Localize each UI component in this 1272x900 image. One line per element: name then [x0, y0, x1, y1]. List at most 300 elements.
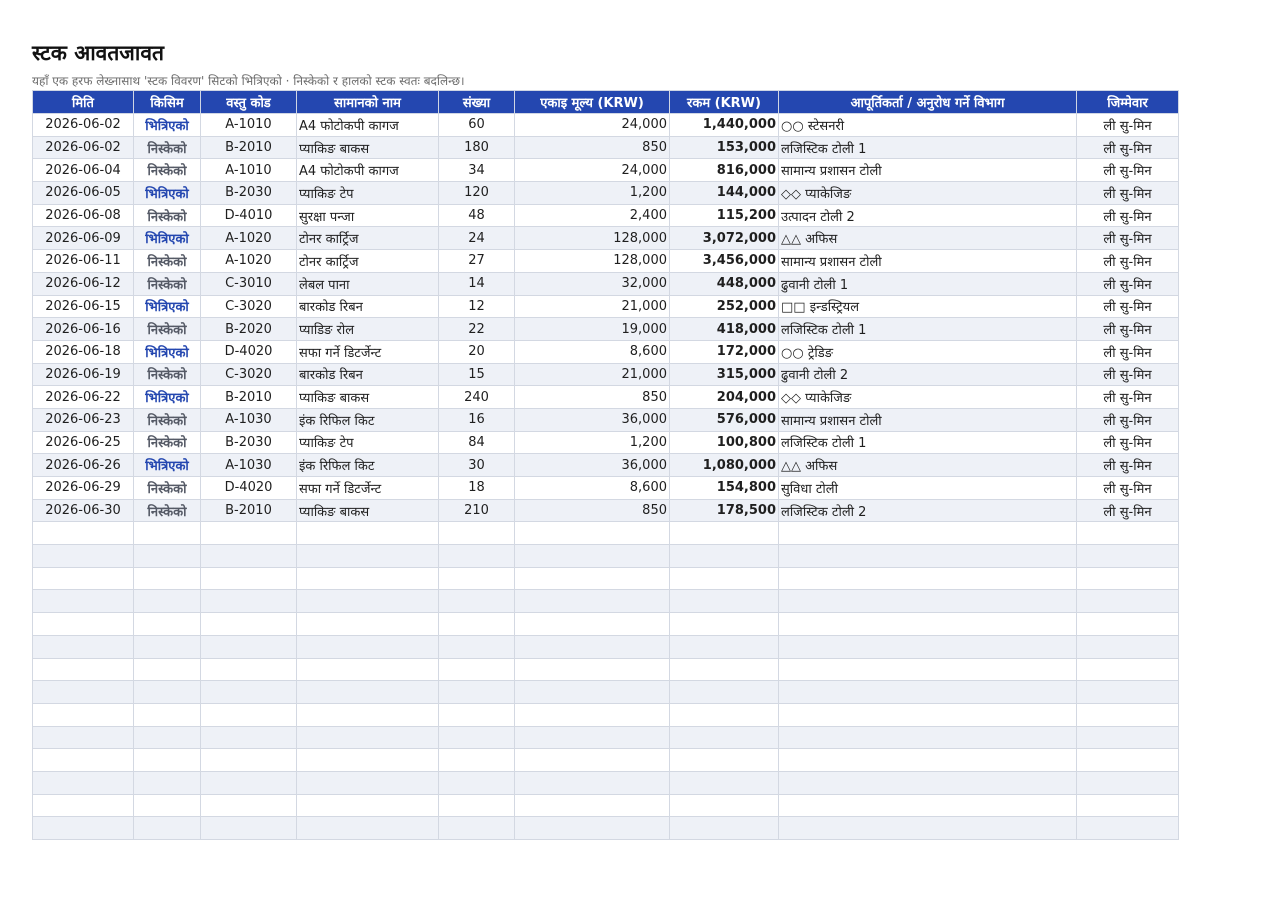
cell-owner[interactable]: ली सु-मिन — [1077, 318, 1179, 341]
cell-party[interactable] — [779, 794, 1077, 817]
cell-date[interactable] — [33, 794, 134, 817]
cell-unit-price[interactable] — [515, 658, 670, 681]
cell-item-code[interactable]: D-4020 — [201, 477, 297, 500]
cell-item-code[interactable]: B-2010 — [201, 136, 297, 159]
cell-item-code[interactable]: A-1030 — [201, 454, 297, 477]
cell-party[interactable]: सुविधा टोली — [779, 477, 1077, 500]
cell-owner[interactable] — [1077, 567, 1179, 590]
cell-type[interactable]: भित्रिएको — [134, 454, 201, 477]
cell-quantity[interactable]: 18 — [439, 477, 515, 500]
cell-owner[interactable]: ली सु-मिन — [1077, 136, 1179, 159]
cell-date[interactable] — [33, 726, 134, 749]
cell-quantity[interactable]: 24 — [439, 227, 515, 250]
cell-amount[interactable] — [670, 749, 779, 772]
cell-amount[interactable]: 3,072,000 — [670, 227, 779, 250]
cell-party[interactable]: सामान्य प्रशासन टोली — [779, 159, 1077, 182]
cell-date[interactable]: 2026-06-18 — [33, 340, 134, 363]
cell-date[interactable]: 2026-06-16 — [33, 318, 134, 341]
cell-amount[interactable]: 115,200 — [670, 204, 779, 227]
cell-unit-price[interactable]: 36,000 — [515, 454, 670, 477]
cell-item-code[interactable]: B-2030 — [201, 431, 297, 454]
cell-amount[interactable] — [670, 771, 779, 794]
cell-owner[interactable] — [1077, 545, 1179, 568]
cell-type[interactable]: भित्रिएको — [134, 386, 201, 409]
cell-unit-price[interactable]: 1,200 — [515, 182, 670, 205]
cell-item-name[interactable] — [297, 635, 439, 658]
cell-item-name[interactable] — [297, 545, 439, 568]
cell-date[interactable]: 2026-06-12 — [33, 272, 134, 295]
cell-item-name[interactable]: सुरक्षा पन्जा — [297, 204, 439, 227]
cell-party[interactable]: △△ अफिस — [779, 454, 1077, 477]
cell-owner[interactable]: ली सु-मिन — [1077, 295, 1179, 318]
cell-date[interactable]: 2026-06-09 — [33, 227, 134, 250]
cell-amount[interactable]: 153,000 — [670, 136, 779, 159]
cell-owner[interactable]: ली सु-मिन — [1077, 363, 1179, 386]
cell-unit-price[interactable] — [515, 794, 670, 817]
cell-type[interactable]: निस्केको — [134, 408, 201, 431]
cell-party[interactable]: ढुवानी टोली 1 — [779, 272, 1077, 295]
cell-type[interactable]: निस्केको — [134, 431, 201, 454]
cell-quantity[interactable] — [439, 817, 515, 840]
cell-party[interactable]: लजिस्टिक टोली 1 — [779, 136, 1077, 159]
cell-item-name[interactable] — [297, 817, 439, 840]
cell-quantity[interactable] — [439, 794, 515, 817]
header-unit-price[interactable]: एकाइ मूल्य (KRW) — [515, 91, 670, 114]
cell-date[interactable] — [33, 658, 134, 681]
cell-type[interactable] — [134, 771, 201, 794]
cell-quantity[interactable] — [439, 749, 515, 772]
cell-unit-price[interactable]: 8,600 — [515, 477, 670, 500]
cell-unit-price[interactable]: 21,000 — [515, 295, 670, 318]
cell-date[interactable]: 2026-06-02 — [33, 114, 134, 137]
cell-item-code[interactable]: A-1020 — [201, 227, 297, 250]
cell-date[interactable]: 2026-06-26 — [33, 454, 134, 477]
header-amount[interactable]: रकम (KRW) — [670, 91, 779, 114]
cell-quantity[interactable]: 16 — [439, 408, 515, 431]
cell-item-code[interactable]: D-4010 — [201, 204, 297, 227]
cell-amount[interactable] — [670, 794, 779, 817]
cell-amount[interactable] — [670, 817, 779, 840]
cell-party[interactable]: सामान्य प्रशासन टोली — [779, 408, 1077, 431]
cell-party[interactable] — [779, 522, 1077, 545]
cell-item-code[interactable] — [201, 703, 297, 726]
cell-item-name[interactable]: A4 फोटोकपी कागज — [297, 114, 439, 137]
cell-type[interactable] — [134, 817, 201, 840]
header-item-name[interactable]: सामानको नाम — [297, 91, 439, 114]
cell-quantity[interactable]: 240 — [439, 386, 515, 409]
cell-owner[interactable]: ली सु-मिन — [1077, 340, 1179, 363]
cell-type[interactable] — [134, 703, 201, 726]
cell-party[interactable]: △△ अफिस — [779, 227, 1077, 250]
cell-party[interactable]: ○○ ट्रेडिङ — [779, 340, 1077, 363]
cell-amount[interactable]: 576,000 — [670, 408, 779, 431]
cell-type[interactable]: निस्केको — [134, 499, 201, 522]
cell-owner[interactable]: ली सु-मिन — [1077, 408, 1179, 431]
cell-type[interactable]: भित्रिएको — [134, 295, 201, 318]
cell-owner[interactable] — [1077, 817, 1179, 840]
cell-amount[interactable]: 418,000 — [670, 318, 779, 341]
cell-date[interactable]: 2026-06-15 — [33, 295, 134, 318]
cell-item-name[interactable]: प्याडिङ रोल — [297, 318, 439, 341]
cell-amount[interactable]: 154,800 — [670, 477, 779, 500]
cell-quantity[interactable] — [439, 703, 515, 726]
cell-party[interactable] — [779, 567, 1077, 590]
cell-party[interactable]: सामान्य प्रशासन टोली — [779, 250, 1077, 273]
cell-item-code[interactable] — [201, 817, 297, 840]
header-party[interactable]: आपूर्तिकर्ता / अनुरोध गर्ने विभाग — [779, 91, 1077, 114]
cell-item-name[interactable]: सफा गर्ने डिटर्जेन्ट — [297, 340, 439, 363]
cell-owner[interactable] — [1077, 522, 1179, 545]
cell-owner[interactable]: ली सु-मिन — [1077, 204, 1179, 227]
cell-date[interactable] — [33, 567, 134, 590]
cell-party[interactable]: लजिस्टिक टोली 1 — [779, 431, 1077, 454]
cell-item-name[interactable]: A4 फोटोकपी कागज — [297, 159, 439, 182]
cell-unit-price[interactable] — [515, 681, 670, 704]
header-type[interactable]: किसिम — [134, 91, 201, 114]
cell-quantity[interactable] — [439, 613, 515, 636]
cell-owner[interactable]: ली सु-मिन — [1077, 431, 1179, 454]
cell-amount[interactable]: 172,000 — [670, 340, 779, 363]
cell-item-name[interactable] — [297, 703, 439, 726]
cell-owner[interactable] — [1077, 726, 1179, 749]
cell-date[interactable]: 2026-06-02 — [33, 136, 134, 159]
cell-date[interactable]: 2026-06-29 — [33, 477, 134, 500]
cell-date[interactable] — [33, 681, 134, 704]
cell-item-name[interactable]: बारकोड रिबन — [297, 363, 439, 386]
cell-date[interactable]: 2026-06-25 — [33, 431, 134, 454]
cell-item-name[interactable]: प्याकिङ टेप — [297, 431, 439, 454]
cell-owner[interactable]: ली सु-मिन — [1077, 499, 1179, 522]
cell-amount[interactable] — [670, 658, 779, 681]
cell-type[interactable] — [134, 567, 201, 590]
cell-item-name[interactable] — [297, 681, 439, 704]
cell-item-name[interactable]: इंक रिफिल किट — [297, 408, 439, 431]
cell-amount[interactable] — [670, 681, 779, 704]
cell-type[interactable]: भित्रिएको — [134, 227, 201, 250]
cell-owner[interactable] — [1077, 794, 1179, 817]
cell-unit-price[interactable]: 19,000 — [515, 318, 670, 341]
cell-date[interactable]: 2026-06-04 — [33, 159, 134, 182]
cell-type[interactable]: निस्केको — [134, 318, 201, 341]
cell-quantity[interactable] — [439, 635, 515, 658]
cell-owner[interactable] — [1077, 635, 1179, 658]
cell-owner[interactable]: ली सु-मिन — [1077, 454, 1179, 477]
cell-date[interactable] — [33, 590, 134, 613]
header-date[interactable]: मिति — [33, 91, 134, 114]
cell-party[interactable] — [779, 726, 1077, 749]
cell-amount[interactable] — [670, 567, 779, 590]
cell-item-name[interactable] — [297, 522, 439, 545]
cell-unit-price[interactable]: 850 — [515, 136, 670, 159]
cell-type[interactable] — [134, 590, 201, 613]
cell-type[interactable]: भित्रिएको — [134, 114, 201, 137]
cell-party[interactable] — [779, 545, 1077, 568]
cell-item-name[interactable] — [297, 726, 439, 749]
cell-date[interactable]: 2026-06-11 — [33, 250, 134, 273]
cell-owner[interactable]: ली सु-मिन — [1077, 182, 1179, 205]
cell-item-code[interactable]: B-2020 — [201, 318, 297, 341]
cell-item-name[interactable]: प्याकिङ बाकस — [297, 499, 439, 522]
cell-item-code[interactable] — [201, 522, 297, 545]
cell-date[interactable]: 2026-06-30 — [33, 499, 134, 522]
cell-unit-price[interactable]: 850 — [515, 499, 670, 522]
cell-item-name[interactable]: लेबल पाना — [297, 272, 439, 295]
cell-type[interactable] — [134, 681, 201, 704]
cell-amount[interactable]: 448,000 — [670, 272, 779, 295]
cell-quantity[interactable] — [439, 771, 515, 794]
cell-owner[interactable]: ली सु-मिन — [1077, 477, 1179, 500]
cell-amount[interactable]: 100,800 — [670, 431, 779, 454]
cell-amount[interactable] — [670, 703, 779, 726]
cell-unit-price[interactable] — [515, 522, 670, 545]
cell-item-name[interactable]: सफा गर्ने डिटर्जेन्ट — [297, 477, 439, 500]
cell-quantity[interactable]: 30 — [439, 454, 515, 477]
cell-quantity[interactable] — [439, 658, 515, 681]
cell-owner[interactable] — [1077, 613, 1179, 636]
cell-party[interactable]: लजिस्टिक टोली 2 — [779, 499, 1077, 522]
cell-amount[interactable]: 816,000 — [670, 159, 779, 182]
cell-item-code[interactable] — [201, 635, 297, 658]
cell-unit-price[interactable] — [515, 545, 670, 568]
cell-party[interactable]: ○○ स्टेसनरी — [779, 114, 1077, 137]
cell-quantity[interactable]: 22 — [439, 318, 515, 341]
cell-amount[interactable] — [670, 635, 779, 658]
header-item-code[interactable]: वस्तु कोड — [201, 91, 297, 114]
cell-date[interactable]: 2026-06-19 — [33, 363, 134, 386]
header-owner[interactable]: जिम्मेवार — [1077, 91, 1179, 114]
cell-amount[interactable] — [670, 522, 779, 545]
cell-quantity[interactable]: 60 — [439, 114, 515, 137]
cell-item-code[interactable]: A-1030 — [201, 408, 297, 431]
cell-type[interactable] — [134, 522, 201, 545]
cell-item-name[interactable] — [297, 567, 439, 590]
cell-quantity[interactable]: 14 — [439, 272, 515, 295]
cell-party[interactable] — [779, 681, 1077, 704]
cell-quantity[interactable] — [439, 567, 515, 590]
cell-amount[interactable] — [670, 545, 779, 568]
cell-owner[interactable] — [1077, 681, 1179, 704]
cell-party[interactable] — [779, 635, 1077, 658]
cell-unit-price[interactable]: 21,000 — [515, 363, 670, 386]
cell-amount[interactable]: 315,000 — [670, 363, 779, 386]
cell-amount[interactable] — [670, 726, 779, 749]
cell-type[interactable]: निस्केको — [134, 477, 201, 500]
cell-date[interactable]: 2026-06-22 — [33, 386, 134, 409]
cell-item-name[interactable]: इंक रिफिल किट — [297, 454, 439, 477]
cell-unit-price[interactable] — [515, 749, 670, 772]
cell-date[interactable] — [33, 817, 134, 840]
cell-unit-price[interactable]: 128,000 — [515, 227, 670, 250]
cell-unit-price[interactable]: 24,000 — [515, 159, 670, 182]
cell-type[interactable]: भित्रिएको — [134, 340, 201, 363]
cell-item-name[interactable] — [297, 794, 439, 817]
cell-owner[interactable]: ली सु-मिन — [1077, 159, 1179, 182]
cell-owner[interactable] — [1077, 703, 1179, 726]
cell-amount[interactable]: 1,080,000 — [670, 454, 779, 477]
cell-date[interactable] — [33, 522, 134, 545]
cell-quantity[interactable]: 34 — [439, 159, 515, 182]
cell-type[interactable] — [134, 613, 201, 636]
cell-amount[interactable]: 204,000 — [670, 386, 779, 409]
cell-date[interactable] — [33, 635, 134, 658]
cell-owner[interactable] — [1077, 658, 1179, 681]
cell-type[interactable] — [134, 749, 201, 772]
cell-amount[interactable]: 1,440,000 — [670, 114, 779, 137]
cell-party[interactable]: लजिस्टिक टोली 1 — [779, 318, 1077, 341]
cell-item-code[interactable] — [201, 658, 297, 681]
cell-unit-price[interactable] — [515, 567, 670, 590]
cell-item-name[interactable]: बारकोड रिबन — [297, 295, 439, 318]
cell-item-name[interactable] — [297, 590, 439, 613]
cell-party[interactable] — [779, 749, 1077, 772]
cell-item-name[interactable] — [297, 658, 439, 681]
cell-unit-price[interactable]: 128,000 — [515, 250, 670, 273]
cell-party[interactable] — [779, 771, 1077, 794]
cell-quantity[interactable] — [439, 545, 515, 568]
table-row — [33, 159, 1179, 182]
cell-quantity[interactable]: 48 — [439, 204, 515, 227]
cell-item-name[interactable]: प्याकिङ बाकस — [297, 386, 439, 409]
cell-unit-price[interactable] — [515, 703, 670, 726]
cell-quantity[interactable]: 180 — [439, 136, 515, 159]
cell-item-code[interactable]: C-3020 — [201, 363, 297, 386]
cell-unit-price[interactable]: 850 — [515, 386, 670, 409]
cell-quantity[interactable]: 15 — [439, 363, 515, 386]
cell-item-name[interactable] — [297, 749, 439, 772]
cell-date[interactable] — [33, 749, 134, 772]
cell-item-code[interactable] — [201, 794, 297, 817]
cell-type[interactable] — [134, 635, 201, 658]
cell-owner[interactable] — [1077, 749, 1179, 772]
cell-date[interactable] — [33, 771, 134, 794]
cell-unit-price[interactable]: 1,200 — [515, 431, 670, 454]
cell-unit-price[interactable] — [515, 771, 670, 794]
cell-amount[interactable] — [670, 613, 779, 636]
cell-date[interactable]: 2026-06-08 — [33, 204, 134, 227]
cell-amount[interactable]: 144,000 — [670, 182, 779, 205]
cell-unit-price[interactable]: 2,400 — [515, 204, 670, 227]
cell-item-name[interactable]: प्याकिङ टेप — [297, 182, 439, 205]
cell-date[interactable]: 2026-06-23 — [33, 408, 134, 431]
cell-quantity[interactable] — [439, 590, 515, 613]
cell-owner[interactable]: ली सु-मिन — [1077, 250, 1179, 273]
cell-amount[interactable] — [670, 590, 779, 613]
cell-item-code[interactable]: A-1010 — [201, 159, 297, 182]
cell-item-code[interactable]: A-1020 — [201, 250, 297, 273]
cell-item-code[interactable]: C-3020 — [201, 295, 297, 318]
cell-party[interactable] — [779, 658, 1077, 681]
cell-party[interactable] — [779, 590, 1077, 613]
cell-party[interactable]: ◇◇ प्याकेजिङ — [779, 182, 1077, 205]
cell-party[interactable] — [779, 613, 1077, 636]
cell-party[interactable] — [779, 817, 1077, 840]
cell-quantity[interactable] — [439, 726, 515, 749]
cell-date[interactable] — [33, 545, 134, 568]
cell-owner[interactable] — [1077, 590, 1179, 613]
cell-type[interactable]: निस्केको — [134, 159, 201, 182]
cell-item-code[interactable] — [201, 681, 297, 704]
cell-item-name[interactable] — [297, 613, 439, 636]
cell-item-name[interactable]: टोनर कार्ट्रिज — [297, 227, 439, 250]
cell-item-code[interactable] — [201, 545, 297, 568]
cell-party[interactable] — [779, 703, 1077, 726]
empty-row — [33, 681, 1179, 704]
cell-unit-price[interactable] — [515, 817, 670, 840]
cell-item-code[interactable] — [201, 590, 297, 613]
cell-unit-price[interactable]: 36,000 — [515, 408, 670, 431]
cell-date[interactable]: 2026-06-05 — [33, 182, 134, 205]
cell-quantity[interactable] — [439, 522, 515, 545]
cell-unit-price[interactable] — [515, 613, 670, 636]
cell-item-code[interactable]: B-2010 — [201, 386, 297, 409]
cell-party[interactable]: उत्पादन टोली 2 — [779, 204, 1077, 227]
cell-unit-price[interactable] — [515, 726, 670, 749]
cell-item-code[interactable]: A-1010 — [201, 114, 297, 137]
cell-quantity[interactable]: 120 — [439, 182, 515, 205]
cell-quantity[interactable] — [439, 681, 515, 704]
cell-unit-price[interactable]: 8,600 — [515, 340, 670, 363]
cell-item-name[interactable]: टोनर कार्ट्रिज — [297, 250, 439, 273]
cell-type[interactable] — [134, 726, 201, 749]
cell-unit-price[interactable]: 24,000 — [515, 114, 670, 137]
cell-item-code[interactable] — [201, 749, 297, 772]
cell-item-code[interactable] — [201, 567, 297, 590]
cell-type[interactable]: निस्केको — [134, 136, 201, 159]
cell-party[interactable]: ढुवानी टोली 2 — [779, 363, 1077, 386]
header-quantity[interactable]: संख्या — [439, 91, 515, 114]
cell-quantity[interactable]: 84 — [439, 431, 515, 454]
empty-row — [33, 726, 1179, 749]
cell-quantity[interactable]: 12 — [439, 295, 515, 318]
cell-owner[interactable]: ली सु-मिन — [1077, 386, 1179, 409]
cell-date[interactable] — [33, 703, 134, 726]
cell-party[interactable]: □□ इन्डस्ट्रियल — [779, 295, 1077, 318]
cell-item-code[interactable]: D-4020 — [201, 340, 297, 363]
cell-amount[interactable]: 3,456,000 — [670, 250, 779, 273]
cell-item-name[interactable]: प्याकिङ बाकस — [297, 136, 439, 159]
cell-item-code[interactable]: B-2010 — [201, 499, 297, 522]
cell-item-code[interactable] — [201, 771, 297, 794]
cell-type[interactable]: निस्केको — [134, 272, 201, 295]
cell-item-code[interactable] — [201, 726, 297, 749]
cell-type[interactable] — [134, 545, 201, 568]
cell-unit-price[interactable] — [515, 635, 670, 658]
cell-item-code[interactable]: B-2030 — [201, 182, 297, 205]
cell-type[interactable]: निस्केको — [134, 363, 201, 386]
cell-type[interactable]: भित्रिएको — [134, 182, 201, 205]
cell-owner[interactable] — [1077, 771, 1179, 794]
cell-owner[interactable]: ली सु-मिन — [1077, 114, 1179, 137]
cell-type[interactable] — [134, 794, 201, 817]
cell-unit-price[interactable] — [515, 590, 670, 613]
cell-party[interactable]: ◇◇ प्याकेजिङ — [779, 386, 1077, 409]
cell-type[interactable] — [134, 658, 201, 681]
cell-unit-price[interactable]: 32,000 — [515, 272, 670, 295]
cell-item-name[interactable] — [297, 771, 439, 794]
cell-amount[interactable]: 178,500 — [670, 499, 779, 522]
cell-quantity[interactable]: 27 — [439, 250, 515, 273]
cell-owner[interactable]: ली सु-मिन — [1077, 272, 1179, 295]
cell-item-code[interactable] — [201, 613, 297, 636]
cell-type[interactable]: निस्केको — [134, 204, 201, 227]
cell-type[interactable]: निस्केको — [134, 250, 201, 273]
cell-owner[interactable]: ली सु-मिन — [1077, 227, 1179, 250]
cell-item-code[interactable]: C-3010 — [201, 272, 297, 295]
cell-quantity[interactable]: 20 — [439, 340, 515, 363]
cell-amount[interactable]: 252,000 — [670, 295, 779, 318]
cell-quantity[interactable]: 210 — [439, 499, 515, 522]
cell-date[interactable] — [33, 613, 134, 636]
